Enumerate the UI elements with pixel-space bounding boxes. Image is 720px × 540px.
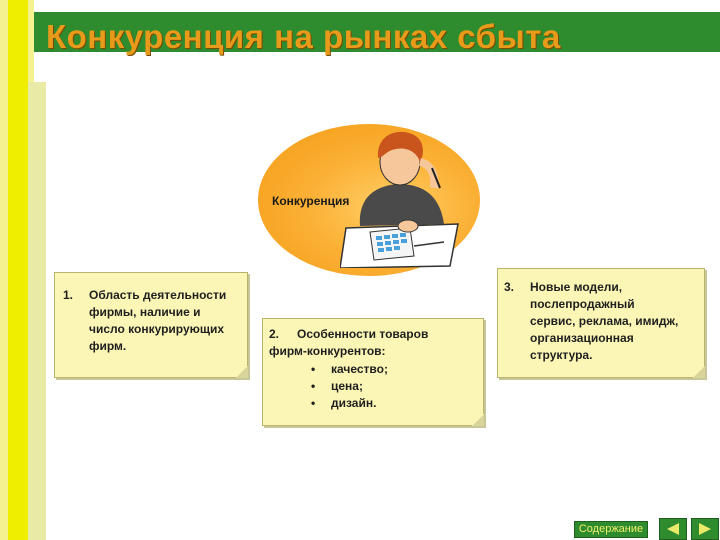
card-1-text (89, 287, 226, 355)
card-2-number: 2. (269, 327, 280, 341)
previous-slide-button[interactable] (659, 518, 687, 540)
card-3-line: структура. (530, 348, 593, 362)
factor-card-2 (262, 318, 484, 426)
card-3-text (530, 279, 678, 364)
card-3-line: Новые модели, (530, 280, 623, 294)
page-title: Конкуренция на рынках сбыта (46, 18, 561, 55)
card-3-number: 3. (504, 280, 515, 294)
card-1-line: число конкурирующих (89, 322, 225, 336)
card-1-number: 1. (63, 288, 74, 302)
card-2-subheading: фирм-конкурентов: (269, 344, 386, 358)
bullet-text: качество; (331, 362, 388, 376)
left-sidebar-accent (8, 0, 28, 540)
bullet-icon: • (311, 396, 316, 410)
card-3-line: организационная (530, 331, 634, 345)
factor-card-1 (54, 272, 248, 378)
bullet-text: цена; (331, 379, 363, 393)
factor-card-3 (497, 268, 705, 378)
card-1-line: фирмы, наличие и (89, 305, 201, 319)
page-fold-corner (693, 366, 705, 378)
page-fold-corner (472, 414, 484, 426)
card-1-line: Область деятельности (89, 288, 227, 302)
contents-button[interactable]: Содержание (574, 521, 648, 538)
page-fold-corner (236, 366, 248, 378)
card-1-line: фирм. (89, 339, 127, 353)
card-3-line: послепродажный (530, 297, 635, 311)
competition-label: Конкуренция (272, 194, 350, 208)
card-3-line: сервис, реклама, имидж, (530, 314, 679, 328)
next-slide-button[interactable] (691, 518, 719, 540)
triangle-right-icon (697, 522, 713, 536)
left-stripe-decoration (28, 82, 46, 540)
card-2-heading: Особенности товаров (297, 327, 429, 341)
list-item (311, 361, 388, 378)
bullet-icon: • (311, 362, 316, 376)
list-item (311, 395, 388, 412)
card-2-bullet-list (311, 361, 388, 412)
list-item (311, 378, 388, 395)
person-writing-illustration (340, 128, 460, 268)
triangle-left-icon (665, 522, 681, 536)
bullet-icon: • (311, 379, 316, 393)
bullet-text: дизайн. (331, 396, 377, 410)
